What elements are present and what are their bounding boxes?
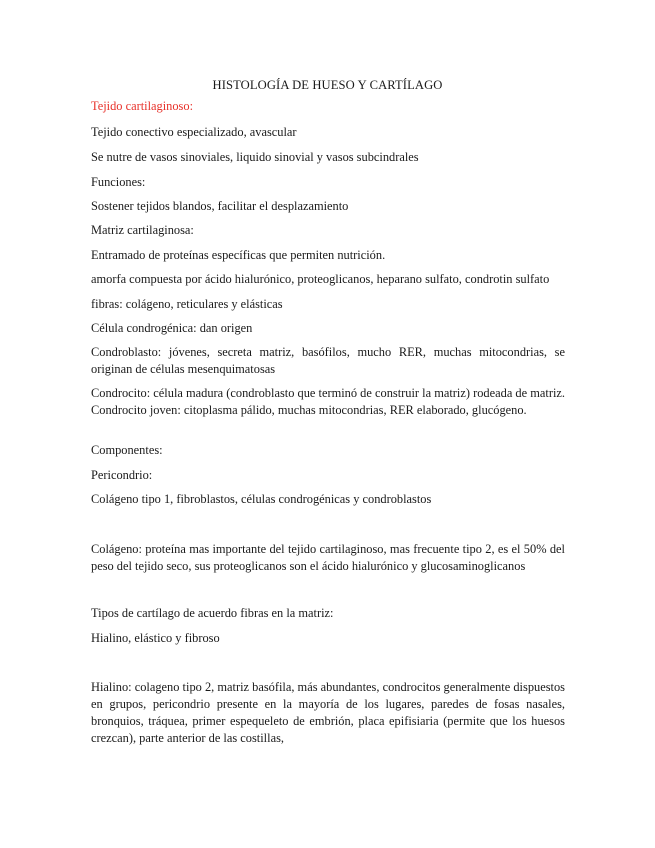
- paragraph-condrocito: Condrocito: célula madura (condroblasto que terminó de construir la matriz) rodeada de matriz. Condrocito joven: citoplasma pálido, muchas mitocondrias, RER elaborado, glucógeno.: [91, 386, 565, 417]
- paragraph: Célula condrogénica: dan origen: [91, 321, 253, 335]
- paragraph: Tejido conectivo especializado, avascular: [91, 125, 297, 139]
- label-pericondrio: Pericondrio:: [91, 468, 153, 482]
- paragraph: Sostener tejidos blandos, facilitar el desplazamiento: [91, 199, 349, 213]
- paragraph-condroblasto: Condroblasto: jóvenes, secreta matriz, basófilos, mucho RER, muchas mitocondrias, se originan de células mesenquimatosas: [91, 345, 565, 376]
- paragraph: Entramado de proteínas específicas que permiten nutrición.: [91, 248, 386, 262]
- paragraph-colageno: Colágeno: proteína mas importante del tejido cartilaginoso, mas frecuente tipo 2, es el 50% del peso del tejido seco, sus proteoglicanos son el ácido hialurónico y glucosaminoglicanos: [91, 542, 565, 573]
- paragraph-hialino: Hialino: colageno tipo 2, matriz basófila, más abundantes, condrocitos generalmente dispuestos en grupos, pericondrio presente en la mayoría de los lugares, paredes de fosas nasales, bronquios, tráquea, primer espequeleto de embrión, placa epifisiaria (permite que los huesos crezcan), parte anterior de las costillas,: [91, 680, 565, 745]
- label-funciones: Funciones:: [91, 175, 146, 189]
- label-componentes: Componentes:: [91, 443, 163, 457]
- label-tipos-cartilago: Tipos de cartílago de acuerdo fibras en la matriz:: [91, 606, 334, 620]
- paragraph: Hialino, elástico y fibroso: [91, 631, 220, 645]
- paragraph: Colágeno tipo 1, fibroblastos, células condrogénicas y condroblastos: [91, 492, 432, 506]
- paragraph: Se nutre de vasos sinoviales, liquido sinovial y vasos subcindrales: [91, 150, 419, 164]
- label-matriz: Matriz cartilaginosa:: [91, 223, 194, 237]
- section-heading-cartilage: Tejido cartilaginoso:: [91, 99, 194, 113]
- paragraph: fibras: colágeno, reticulares y elásticas: [91, 297, 283, 311]
- document-title: HISTOLOGÍA DE HUESO Y CARTÍLAGO: [212, 78, 443, 92]
- paragraph: amorfa compuesta por ácido hialurónico, proteoglicanos, heparano sulfato, condrotin sulfato: [91, 272, 550, 286]
